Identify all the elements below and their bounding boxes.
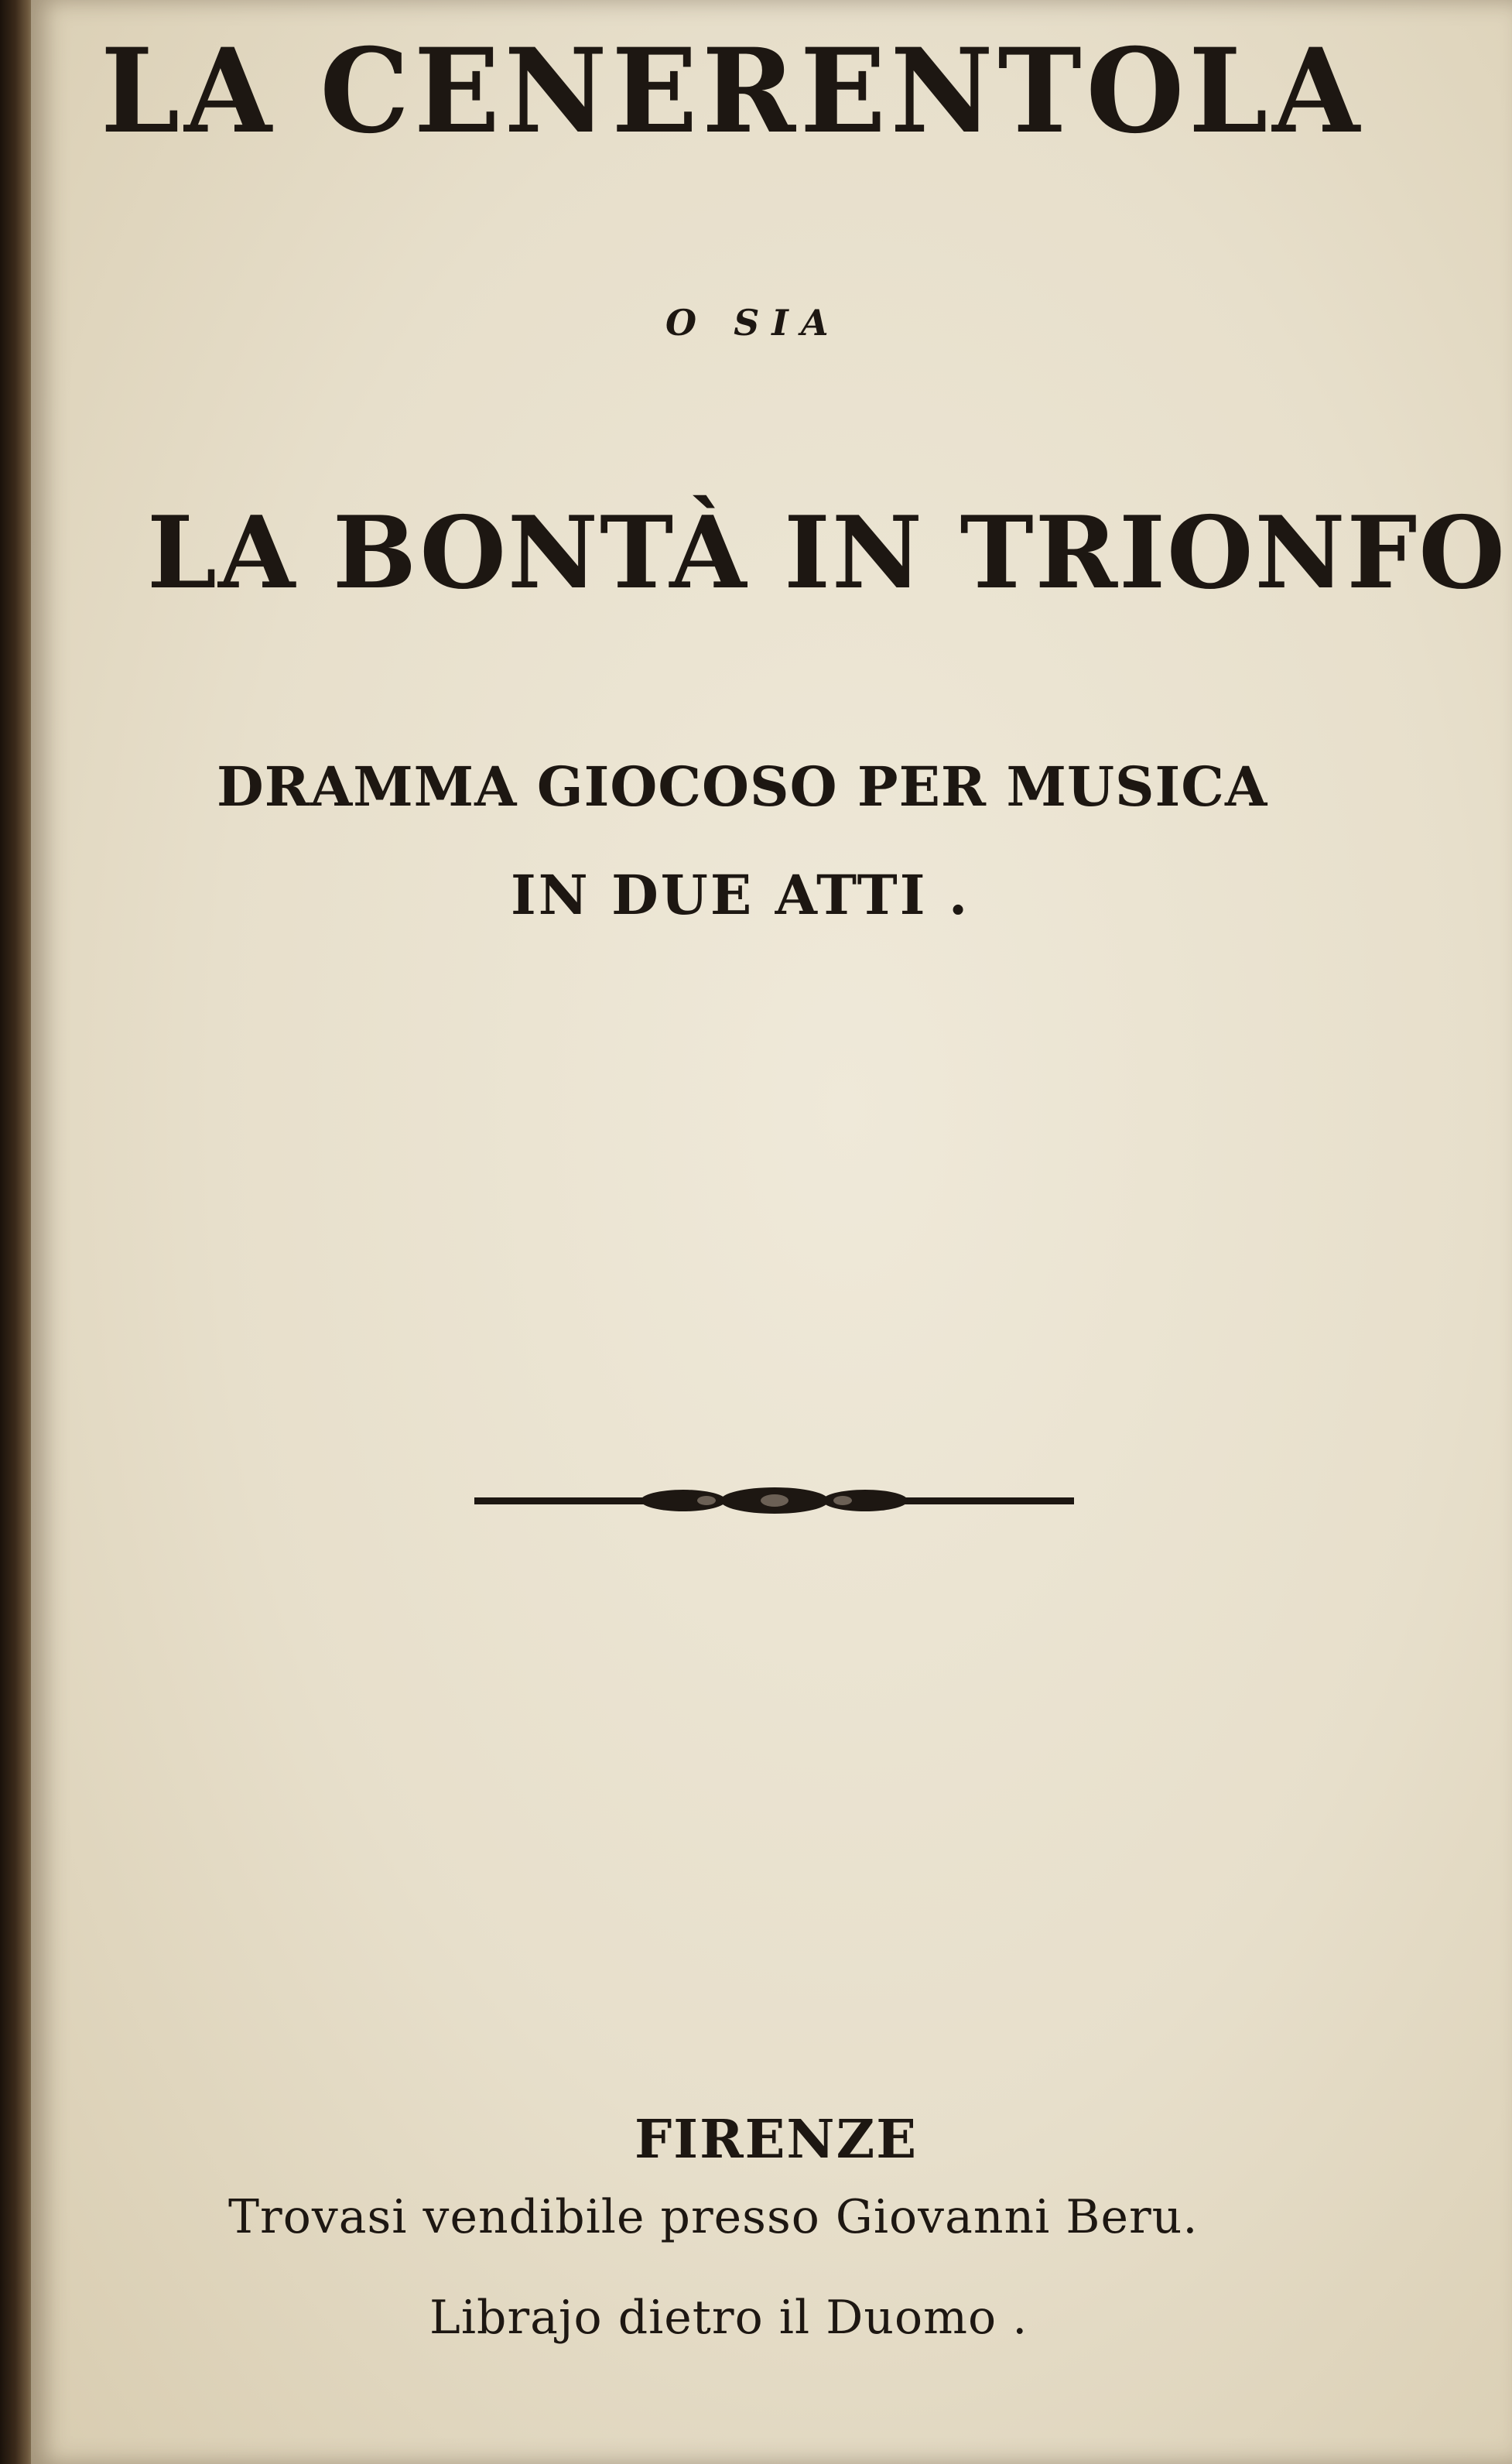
main-title: LA CENERENTOLA — [101, 23, 1364, 159]
imprint-city: FIRENZE — [635, 2109, 918, 2171]
genre-description: DRAMMA GIOCOSO PER MUSICA — [217, 755, 1268, 819]
imprint-address: Librajo dietro il Duomo . — [429, 2291, 1028, 2345]
show-through-text — [31, 0, 1512, 2464]
book-binding — [0, 0, 34, 2464]
acts-description: IN DUE ATTI . — [511, 863, 970, 927]
ornamental-rule — [474, 1486, 1074, 1517]
alternative-title: LA BONTÀ IN TRIONFO — [147, 495, 1507, 611]
imprint-publisher: Trovasi vendibile presso Giovanni Beru. — [228, 2190, 1199, 2244]
title-connector: O SIA — [665, 302, 841, 344]
title-page — [31, 0, 1512, 2464]
